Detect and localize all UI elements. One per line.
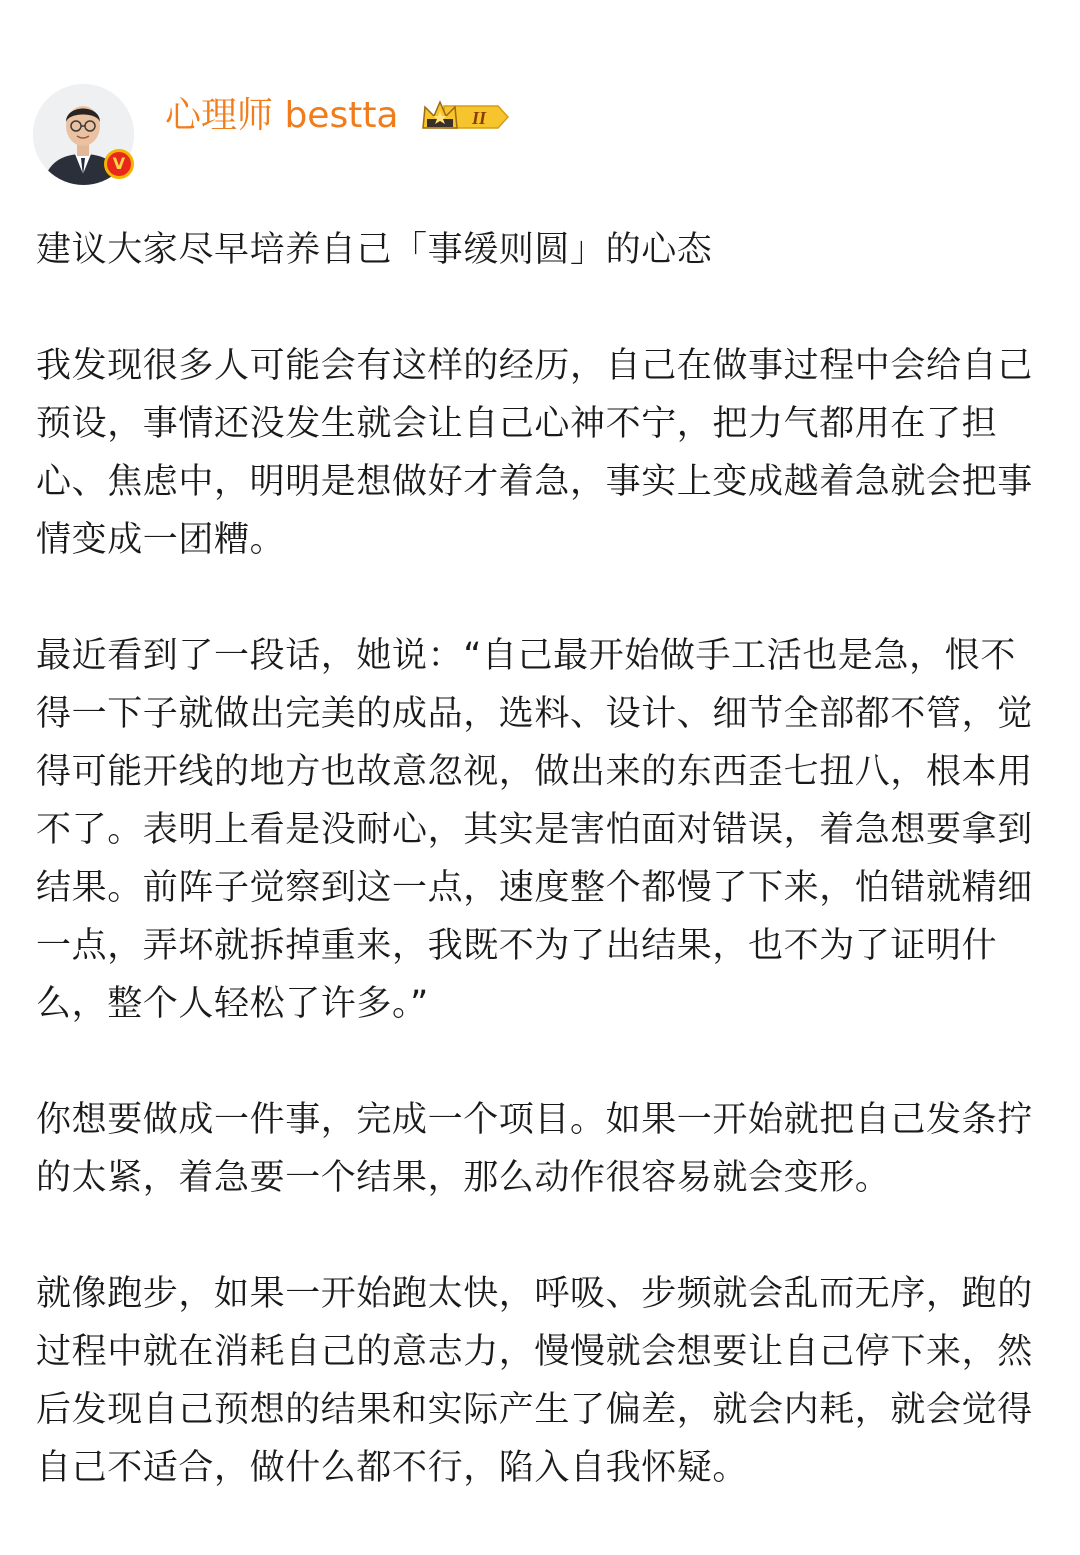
post-header: [0, 0, 1080, 200]
post-body: [36, 221, 1036, 1555]
post-paragraph: 最近看到了一段话，她说：“自己最开始做手工活也是急，恨不得一下子就做出完美的成品，选料、设计、细节全部都不管，觉得可能开线的地方也故意忽视，做出来的东西歪七扭八，根本用不了。表明上看是没耐心，其实是害怕面对错误，着急想要拿到结果。前阵子觉察到这一点，速度整个都慢了下来，怕错就精细一点，弄坏就拆掉重来，我既不为了出结果，也不为了证明什么，整个人轻松了许多。”: [36, 636, 1033, 1024]
post-paragraph: 就像跑步，如果一开始跑太快，呼吸、步频就会乱而无序，跑的过程中就在消耗自己的意志力，慢慢就会想要让自己停下来，然后发现自己预想的结果和实际产生了偏差，就会内耗，就会觉得自己不适合，做什么都不行，陷入自我怀疑。: [36, 1274, 1033, 1488]
post-paragraph: 我发现很多人可能会有这样的经历，自己在做事过程中会给自己预设，事情还没发生就会让自己心神不宁，把力气都用在了担心、焦虑中，明明是想做好才着急，事实上变成越着急就会把事情变成一团糟。: [36, 346, 1033, 560]
member-level-badge[interactable]: [420, 98, 512, 136]
verified-badge-icon: V: [104, 149, 134, 179]
post-paragraph: 建议大家尽早培养自己「事缓则圆」的心态: [36, 230, 713, 270]
author-name[interactable]: 心理师 bestta: [165, 95, 399, 136]
post-paragraph: 你想要做成一件事，完成一个项目。如果一开始就把自己发条拧的太紧，着急要一个结果，那么动作很容易就会变形。: [36, 1100, 1033, 1198]
crown-icon: [420, 98, 512, 136]
badge-level-text: II: [472, 108, 487, 128]
